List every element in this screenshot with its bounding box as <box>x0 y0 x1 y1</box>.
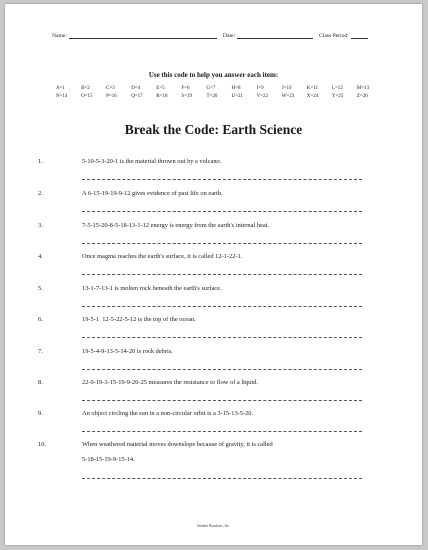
answer-line-4[interactable] <box>82 274 362 275</box>
answer-line-6[interactable] <box>82 337 362 338</box>
code-entry: C=3 <box>106 86 115 91</box>
answer-line-1[interactable] <box>82 179 362 180</box>
class-period-label: Class Period: <box>319 33 349 39</box>
question-text-continued: 5-18-15-19-9-15-14. <box>82 456 135 463</box>
question-text: 13-1-7-13-1 is molten rock beneath the earth's surface. <box>82 285 222 292</box>
code-entry: T=20 <box>206 93 218 99</box>
letter-code-key <box>56 86 382 99</box>
code-entry: J=10 <box>281 86 292 91</box>
question-number: 10. <box>38 441 46 448</box>
code-entry: M=13 <box>356 86 370 91</box>
question-number: 7. <box>38 348 43 355</box>
code-entry: X=24 <box>306 93 319 99</box>
question-text: 22-9-19-3-15-19-9-20-25 measures the resistance to flow of a liquid. <box>82 379 258 386</box>
question-text: 5-10-5-3-20-1 is the material thrown out by a volcano. <box>82 158 222 165</box>
code-entry: E=5 <box>156 86 165 91</box>
class-period-blank[interactable] <box>351 33 368 39</box>
question-number: 9. <box>38 410 43 417</box>
answer-line-3[interactable] <box>82 243 362 244</box>
code-instructions: Use this code to help you answer each item: <box>148 71 279 79</box>
date-label: Date: <box>222 33 236 39</box>
answer-line-9[interactable] <box>82 431 362 432</box>
question-text: When weathered material moves downslope because of gravity, it is called <box>82 441 273 448</box>
question-number: 1. <box>38 158 43 165</box>
answer-line-2[interactable] <box>82 211 362 212</box>
code-entry: O=15 <box>81 93 93 99</box>
code-entry: I=9 <box>256 86 264 91</box>
question-number: 4. <box>38 253 43 260</box>
question-number: 5. <box>38 285 43 292</box>
name-label: Name: <box>52 33 67 39</box>
question-text: A 6-15-19-19-9-12 gives evidence of past life on earth. <box>82 190 223 197</box>
question-number: 8. <box>38 379 43 386</box>
question-number: 3. <box>38 222 43 229</box>
code-entry: S=19 <box>181 93 192 99</box>
question-text: Once magma reaches the earth's surface, it is called 12-1-22-1. <box>82 253 243 260</box>
code-entry: Z=26 <box>356 93 368 99</box>
answer-line-7[interactable] <box>82 369 362 370</box>
code-entry: W=23 <box>281 93 295 99</box>
code-entry: Q=17 <box>131 93 143 99</box>
code-entry: G=7 <box>206 86 216 91</box>
code-entry: D=4 <box>131 86 141 91</box>
question-text: 19-5-1 12-5-22-5-12 is the top of the ocean. <box>82 316 196 323</box>
student-info-header <box>52 33 375 39</box>
question-text: An object circling the sun in a non-circular orbit is a 3-15-13-5-20. <box>82 410 254 417</box>
answer-line-8[interactable] <box>82 400 362 401</box>
code-entry: A=1 <box>56 86 65 91</box>
answer-line-10[interactable] <box>82 478 362 479</box>
code-entry: R=18 <box>156 93 168 99</box>
question-number: 6. <box>38 316 43 323</box>
question-text: 19-5-4-9-13-5-14-20 is rock debris. <box>82 348 173 355</box>
worksheet-title: Break the Code: Earth Science <box>124 122 303 137</box>
worksheet-page <box>5 4 422 545</box>
code-entry: Y=25 <box>331 93 344 99</box>
answer-line-5[interactable] <box>82 306 362 307</box>
code-entry: V=22 <box>256 93 269 99</box>
code-entry: H=8 <box>231 86 241 91</box>
code-entry: L=12 <box>331 86 343 91</box>
code-entry: N=14 <box>56 93 68 99</box>
code-entry: P=16 <box>106 93 117 99</box>
question-text: 7-5-15-20-8-5-18-13-1-12 energy is energy from the earth's internal heat. <box>82 222 270 229</box>
question-number: 2. <box>38 190 43 197</box>
code-entry: K=11 <box>306 86 319 91</box>
code-entry: B=2 <box>81 86 90 91</box>
name-blank[interactable] <box>69 33 217 39</box>
code-entry: F=6 <box>181 86 190 91</box>
publisher-footer: Student Handouts, Inc. <box>197 524 230 528</box>
date-blank[interactable] <box>237 33 313 39</box>
code-entry: U=21 <box>231 93 243 99</box>
